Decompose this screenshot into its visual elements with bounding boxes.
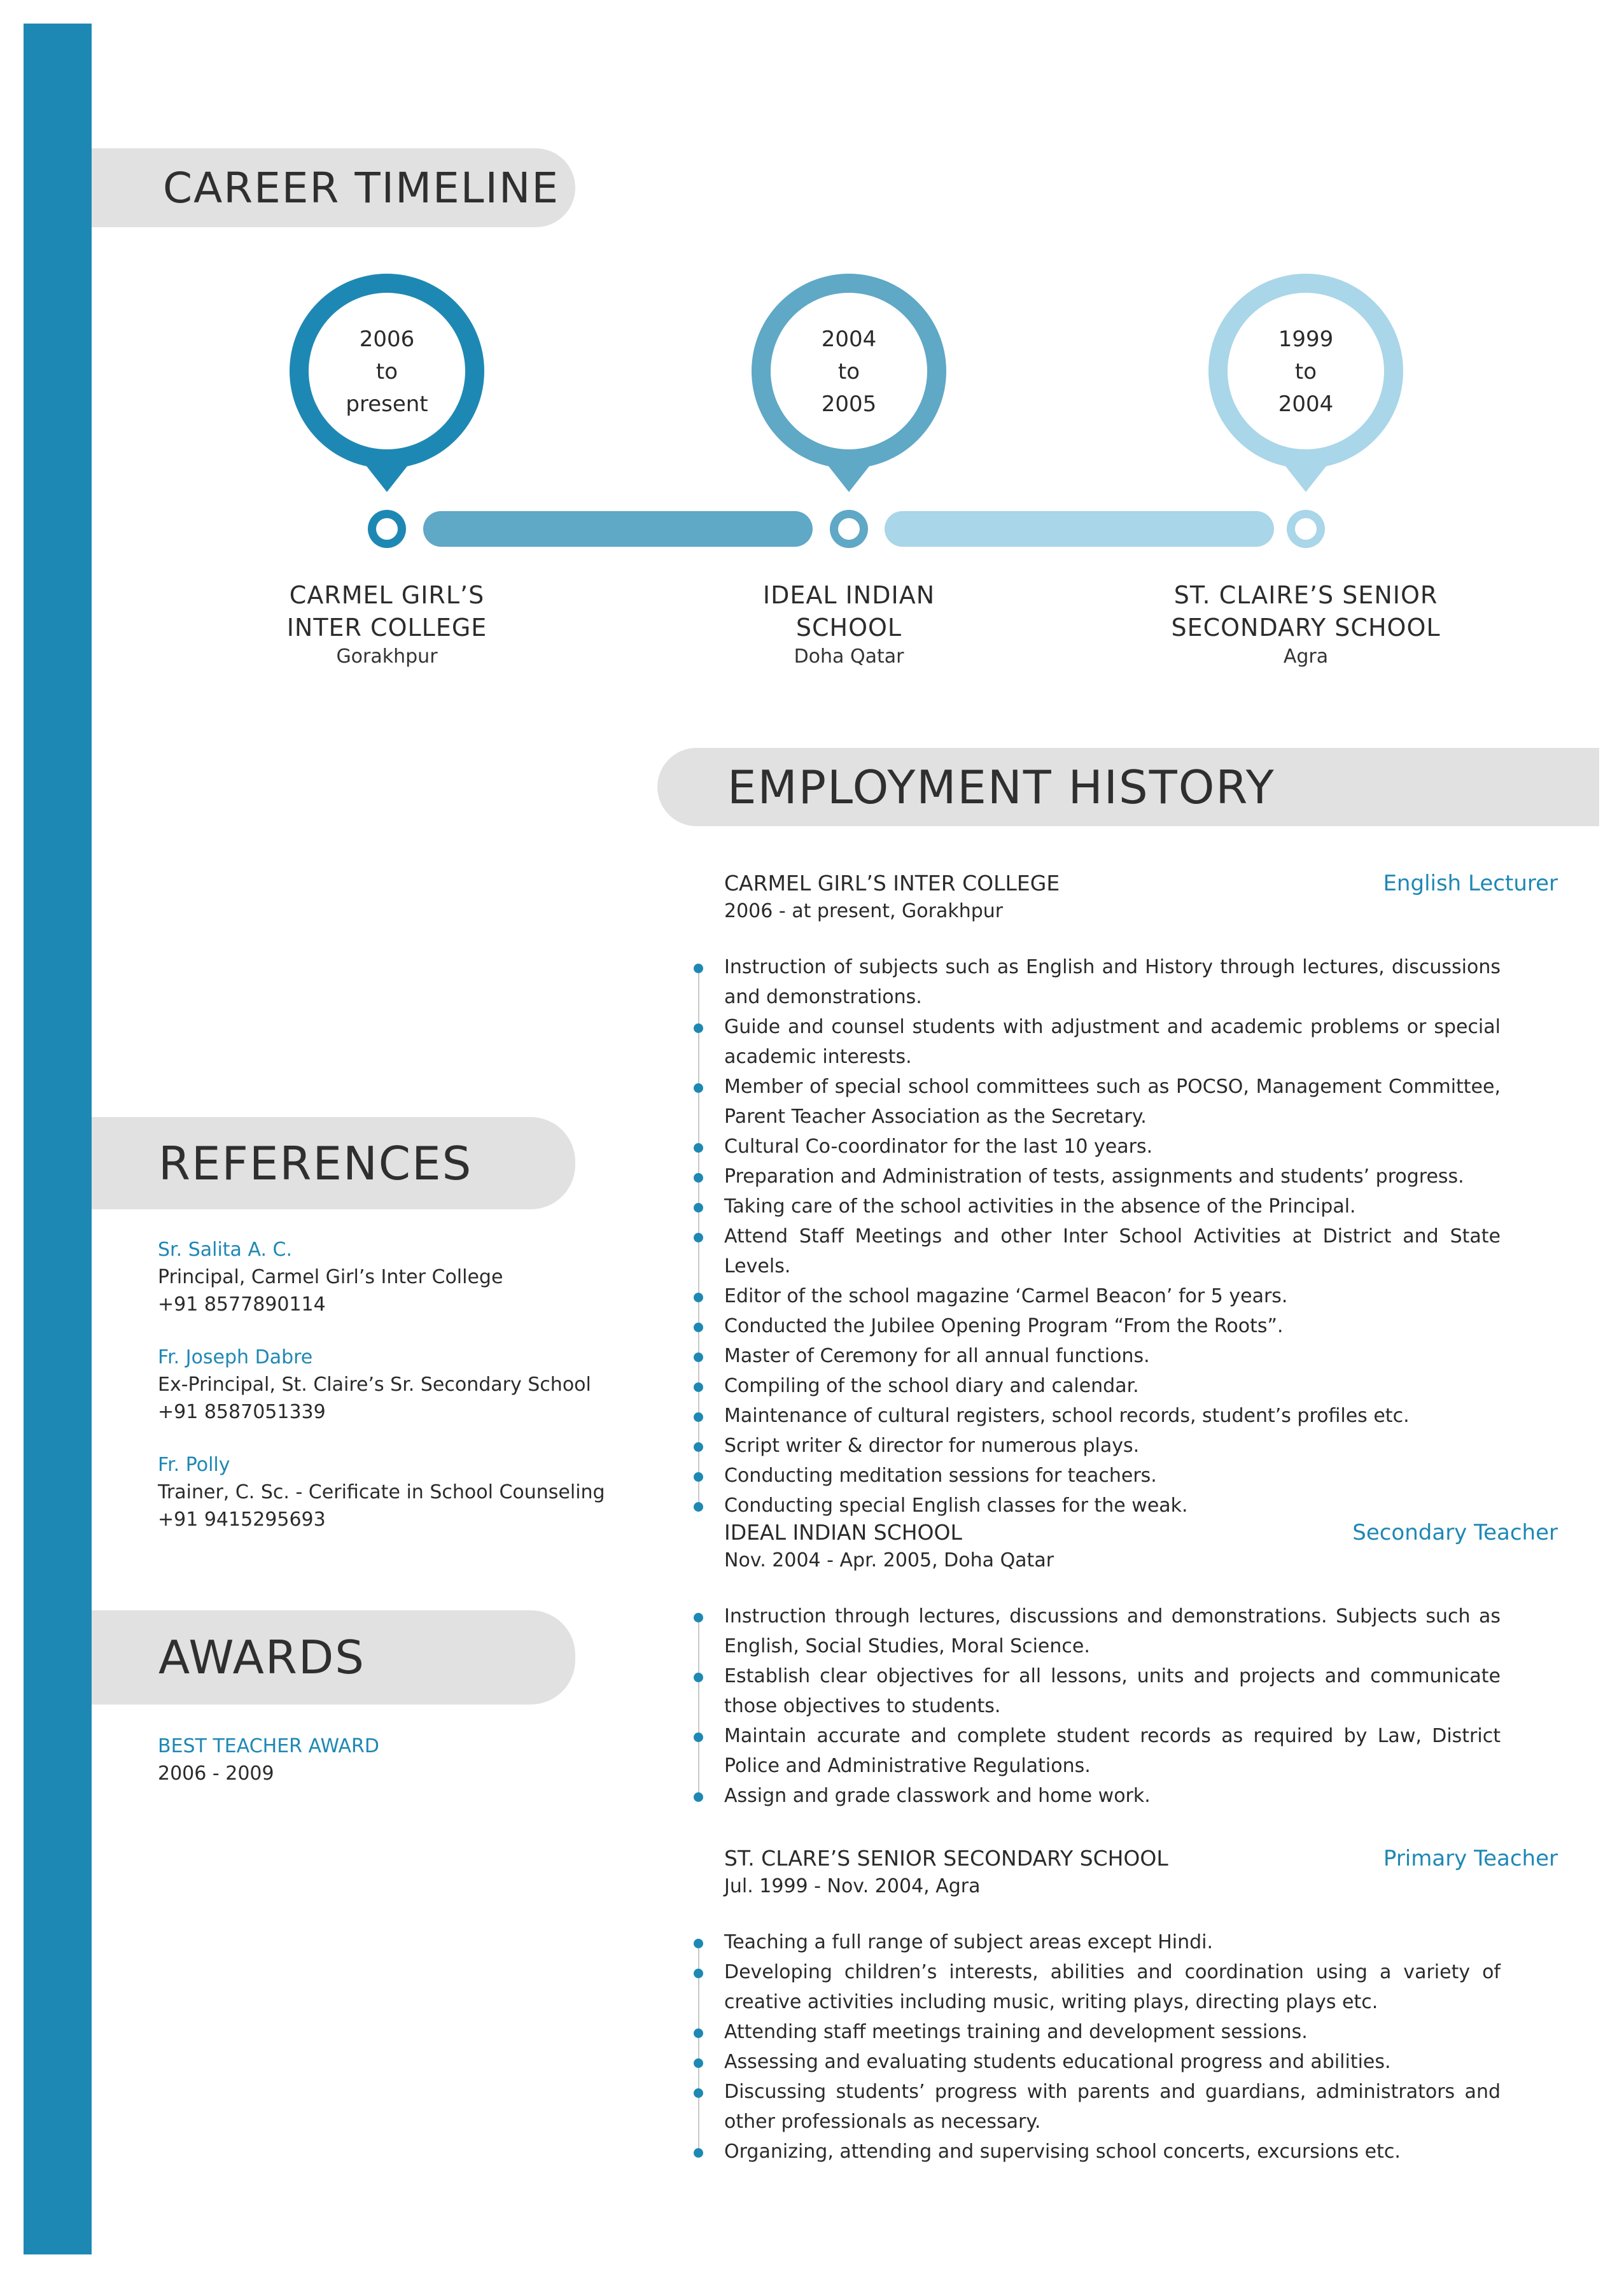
pin-3-to: 2004 <box>1278 391 1334 417</box>
timeline-bar-2 <box>885 511 1274 547</box>
timeline-pin-1-dates <box>317 323 457 421</box>
duty-item: Guide and counsel students with adjustment and academic problems or special academic interests. <box>724 1012 1501 1072</box>
job-role: Secondary Teacher <box>1352 1520 1558 1545</box>
duty-item: Cultural Co-coordinator for the last 10 years. <box>724 1132 1501 1162</box>
job-school: IDEAL INDIAN SCHOOL <box>724 1520 962 1545</box>
job-school: CARMEL GIRL’S INTER COLLEGE <box>724 871 1060 896</box>
duty-item: Developing children’s interests, abilities and coordination using a variety of creative activities including music, writing plays, directing plays etc. <box>724 1957 1501 2017</box>
career-timeline-title: CAREER TIMELINE <box>163 163 560 213</box>
employment-history-title: EMPLOYMENT HISTORY <box>727 760 1275 814</box>
duty-item: Maintain accurate and complete student records as required by Law, District Police and Administrative Regulations. <box>724 1721 1501 1781</box>
place-1-name-line2: INTER COLLEGE <box>286 614 487 642</box>
job-ideal-indian <box>724 1519 1558 1811</box>
duty-item: Discussing students’ progress with parents and guardians, administrators and other professionals as necessary. <box>724 2077 1501 2137</box>
duty-item: Taking care of the school activities in the absence of the Principal. <box>724 1192 1501 1221</box>
duty-item: Assessing and evaluating students educational progress and abilities. <box>724 2047 1501 2077</box>
job-school: ST. CLARE’S SENIOR SECONDARY SCHOOL <box>724 1846 1168 1871</box>
duty-item: Teaching a full range of subject areas except Hindi. <box>724 1927 1501 1957</box>
job-role: English Lecturer <box>1383 871 1558 896</box>
duty-item: Instruction through lectures, discussions and demonstrations. Subjects such as English, Social Studies, Moral Science. <box>724 1601 1501 1661</box>
reference-3 <box>158 1451 641 1533</box>
timeline-pin-3-dates <box>1236 323 1376 421</box>
duty-item: Attend Staff Meetings and other Inter School Activities at District and State Levels. <box>724 1221 1501 1281</box>
job-role: Primary Teacher <box>1383 1846 1558 1871</box>
duty-item: Conducting meditation sessions for teachers. <box>724 1461 1501 1491</box>
place-3-city: Agra <box>1283 645 1329 668</box>
reference-position: Trainer, C. Sc. - Cerificate in School Counseling <box>158 1481 605 1503</box>
duty-item: Conducting special English classes for the weak. <box>724 1491 1501 1521</box>
place-2-name-line2: SCHOOL <box>795 614 902 642</box>
duty-list <box>724 1927 1501 2167</box>
references-title: REFERENCES <box>158 1136 473 1190</box>
duty-item: Compiling of the school diary and calendar. <box>724 1371 1501 1401</box>
reference-phone: +91 8587051339 <box>158 1401 326 1423</box>
place-2-name-line1: IDEAL INDIAN <box>762 581 935 609</box>
reference-phone: +91 9415295693 <box>158 1508 326 1531</box>
awards-title: AWARDS <box>158 1631 365 1684</box>
award-years: 2006 - 2009 <box>158 1762 274 1785</box>
job-st-clares <box>724 1845 1558 2167</box>
job-dates: 2006 - at present, Gorakhpur <box>724 900 1004 922</box>
reference-2 <box>158 1344 641 1426</box>
job-dates: Nov. 2004 - Apr. 2005, Doha Qatar <box>724 1549 1054 1571</box>
duty-item: Organizing, attending and supervising school concerts, excursions etc. <box>724 2137 1501 2167</box>
duty-item: Instruction of subjects such as English and History through lectures, discussions and demonstrations. <box>724 952 1501 1012</box>
duty-item: Attending staff meetings training and development sessions. <box>724 2017 1501 2047</box>
pin-2-to: 2005 <box>821 391 877 417</box>
employment-history-banner <box>657 748 1599 826</box>
pin-2-sep: to <box>837 359 860 384</box>
duty-item: Member of special school committees such as POCSO, Management Committee, Parent Teacher Association as the Secretary. <box>724 1072 1501 1132</box>
pin-1-to: present <box>346 391 428 417</box>
pin-3-from: 1999 <box>1278 327 1334 352</box>
reference-1 <box>158 1236 641 1318</box>
award-name: BEST TEACHER AWARD <box>158 1735 379 1757</box>
job-carmel <box>724 869 1558 1521</box>
duty-item: Preparation and Administration of tests, assignments and students’ progress. <box>724 1162 1501 1192</box>
job-dates: Jul. 1999 - Nov. 2004, Agra <box>724 1875 981 1897</box>
place-2-city: Doha Qatar <box>794 645 904 668</box>
duty-item: Script writer & director for numerous plays. <box>724 1431 1501 1461</box>
duty-item: Master of Ceremony for all annual functions. <box>724 1341 1501 1371</box>
reference-phone: +91 8577890114 <box>158 1293 326 1316</box>
duty-item: Assign and grade classwork and home work. <box>724 1781 1501 1811</box>
place-3-name-line2: SECONDARY SCHOOL <box>1171 614 1441 642</box>
reference-name: Fr. Polly <box>158 1454 230 1476</box>
awards-banner <box>92 1610 575 1705</box>
references-banner <box>92 1117 575 1209</box>
timeline-bar-1 <box>423 511 813 547</box>
duty-item: Maintenance of cultural registers, school records, student’s profiles etc. <box>724 1401 1501 1431</box>
timeline-place-3 <box>1128 579 1484 670</box>
duty-item: Editor of the school magazine ‘Carmel Beacon’ for 5 years. <box>724 1281 1501 1311</box>
duty-list <box>724 1601 1501 1811</box>
place-1-name-line1: CARMEL GIRL’S <box>289 581 485 609</box>
pin-1-sep: to <box>375 359 398 384</box>
timeline-place-2 <box>671 579 1027 670</box>
reference-position: Principal, Carmel Girl’s Inter College <box>158 1266 503 1288</box>
place-1-city: Gorakhpur <box>336 645 438 668</box>
timeline-pin-2-dates <box>779 323 919 421</box>
pin-3-sep: to <box>1294 359 1317 384</box>
reference-position: Ex-Principal, St. Claire’s Sr. Secondary School <box>158 1374 591 1396</box>
duty-item: Establish clear objectives for all lessons, units and projects and communicate those objectives to students. <box>724 1661 1501 1721</box>
timeline-place-1 <box>209 579 565 670</box>
award-1 <box>158 1733 641 1787</box>
pin-2-from: 2004 <box>821 327 877 352</box>
reference-name: Sr. Salita A. C. <box>158 1239 293 1261</box>
pin-1-from: 2006 <box>359 327 415 352</box>
duty-item: Conducted the Jubilee Opening Program “From the Roots”. <box>724 1311 1501 1341</box>
place-3-name-line1: ST. CLAIRE’S SENIOR <box>1173 581 1438 609</box>
reference-name: Fr. Joseph Dabre <box>158 1346 313 1368</box>
duty-list <box>724 952 1501 1521</box>
